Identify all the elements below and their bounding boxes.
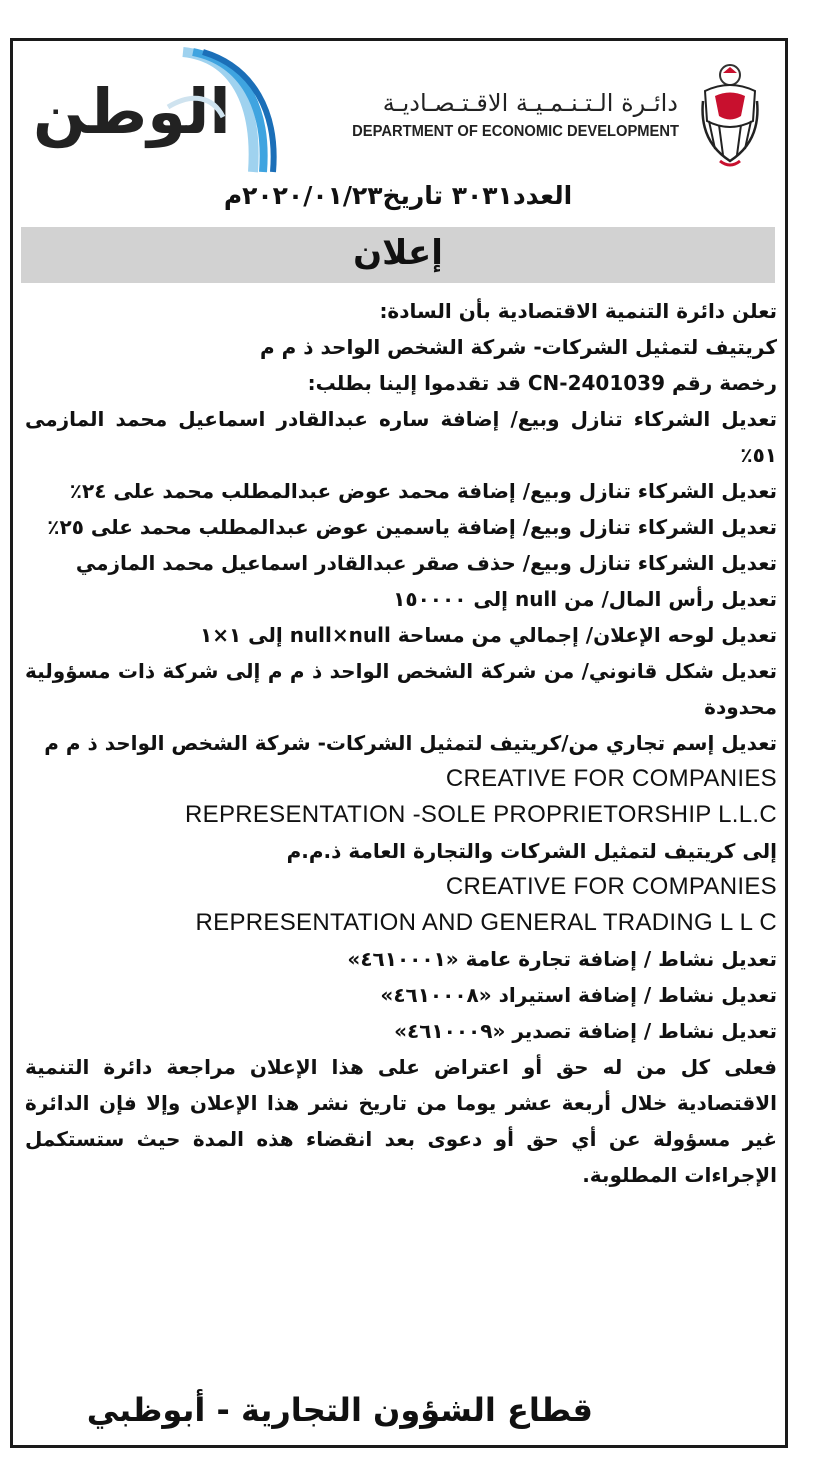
license-line: رخصة رقم CN-2401039 قد تقدموا إلينا بطلب:	[307, 371, 777, 395]
amendment-item-6: تعديل لوحه الإعلان/ إجمالي من مساحة null×null إلى ١×١	[199, 623, 777, 647]
department-name-ar: دائـرة الـتـنـمـيـة الاقـتـصـاديـة	[382, 89, 678, 117]
activity-item-2: تعديل نشاط / إضافة استيراد «٤٦١٠٠٠٨»	[380, 983, 777, 1007]
closing-paragraph: فعلى كل من له حق أو اعتراض على هذا الإعلان مراجعة دائرة التنمية الاقتصادية خلال أربعة عشر يوما من تاريخ نشر هذا الإعلان وإلا فإن الدائرة غير مسؤولة عن أي حق أو دعوى بعد انقضاء هذه المدة حيث ستستكمل الإجراءات المطلوبة.	[25, 1055, 777, 1187]
activity-item-1: تعديل نشاط / إضافة تجارة عامة «٤٦١٠٠٠١»	[347, 947, 777, 971]
amendment-item-4: تعديل الشركاء تنازل وبيع/ حذف صقر عبدالقادر اسماعيل محمد المازمي	[75, 551, 777, 575]
amendment-item-5: تعديل رأس المال/ من null إلى ١٥٠٠٠٠	[393, 587, 777, 611]
old-name-en-line-2: REPRESENTATION -SOLE PROPRIETORSHIP L.L.C	[185, 801, 777, 828]
alwatan-swoosh-icon	[163, 47, 303, 177]
abu-dhabi-falcon-emblem-icon	[695, 61, 765, 171]
signature: قطاع الشؤون التجارية - أبوظبي	[86, 1391, 593, 1429]
new-name-en-line-1: CREATIVE FOR COMPANIES	[445, 873, 777, 900]
announcement-body	[25, 293, 777, 1193]
header	[13, 41, 785, 186]
new-name-ar-line: إلى كريتيف لتمثيل الشركات والتجارة العامة ذ.م.م	[286, 839, 777, 863]
amendment-item-3: تعديل الشركاء تنازل وبيع/ إضافة ياسمين عوض عبدالمطلب محمد على ٢٥٪	[47, 515, 777, 539]
announcement-title: إعلان	[353, 233, 443, 273]
amendment-item-7: تعديل شكل قانوني/ من شركة الشخص الواحد ذ م م إلى شركة ذات مسؤولية محدودة	[25, 659, 777, 719]
announcement-frame	[10, 38, 788, 1448]
new-name-en-line-2: REPRESENTATION AND GENERAL TRADING L L C	[195, 909, 777, 936]
amendment-item-1: تعديل الشركاء تنازل وبيع/ إضافة ساره عبدالقادر اسماعيل محمد المازمى ٥١٪	[25, 407, 777, 467]
alwatan-logo: الوطن	[33, 75, 231, 148]
company-line: كريتيف لتمثيل الشركات- شركة الشخص الواحد ذ م م	[260, 335, 777, 359]
intro-line: تعلن دائرة التنمية الاقتصادية بأن السادة:	[379, 299, 777, 323]
amendment-item-8: تعديل إسم تجاري من/كريتيف لتمثيل الشركات- شركة الشخص الواحد ذ م م	[44, 731, 777, 755]
title-bar	[21, 227, 775, 283]
amendment-item-2: تعديل الشركاء تنازل وبيع/ إضافة محمد عوض عبدالمطلب محمد على ٢٤٪	[69, 479, 777, 503]
issue-line: العدد٣٠٣١ تاريخ٢٠٢٠/٠١/٢٣م	[223, 181, 573, 210]
department-name-en: DEPARTMENT OF ECONOMIC DEVELOPMENT	[352, 123, 679, 140]
old-name-en-line-1: CREATIVE FOR COMPANIES	[445, 765, 777, 792]
activity-item-3: تعديل نشاط / إضافة تصدير «٤٦١٠٠٠٩»	[394, 1019, 777, 1043]
